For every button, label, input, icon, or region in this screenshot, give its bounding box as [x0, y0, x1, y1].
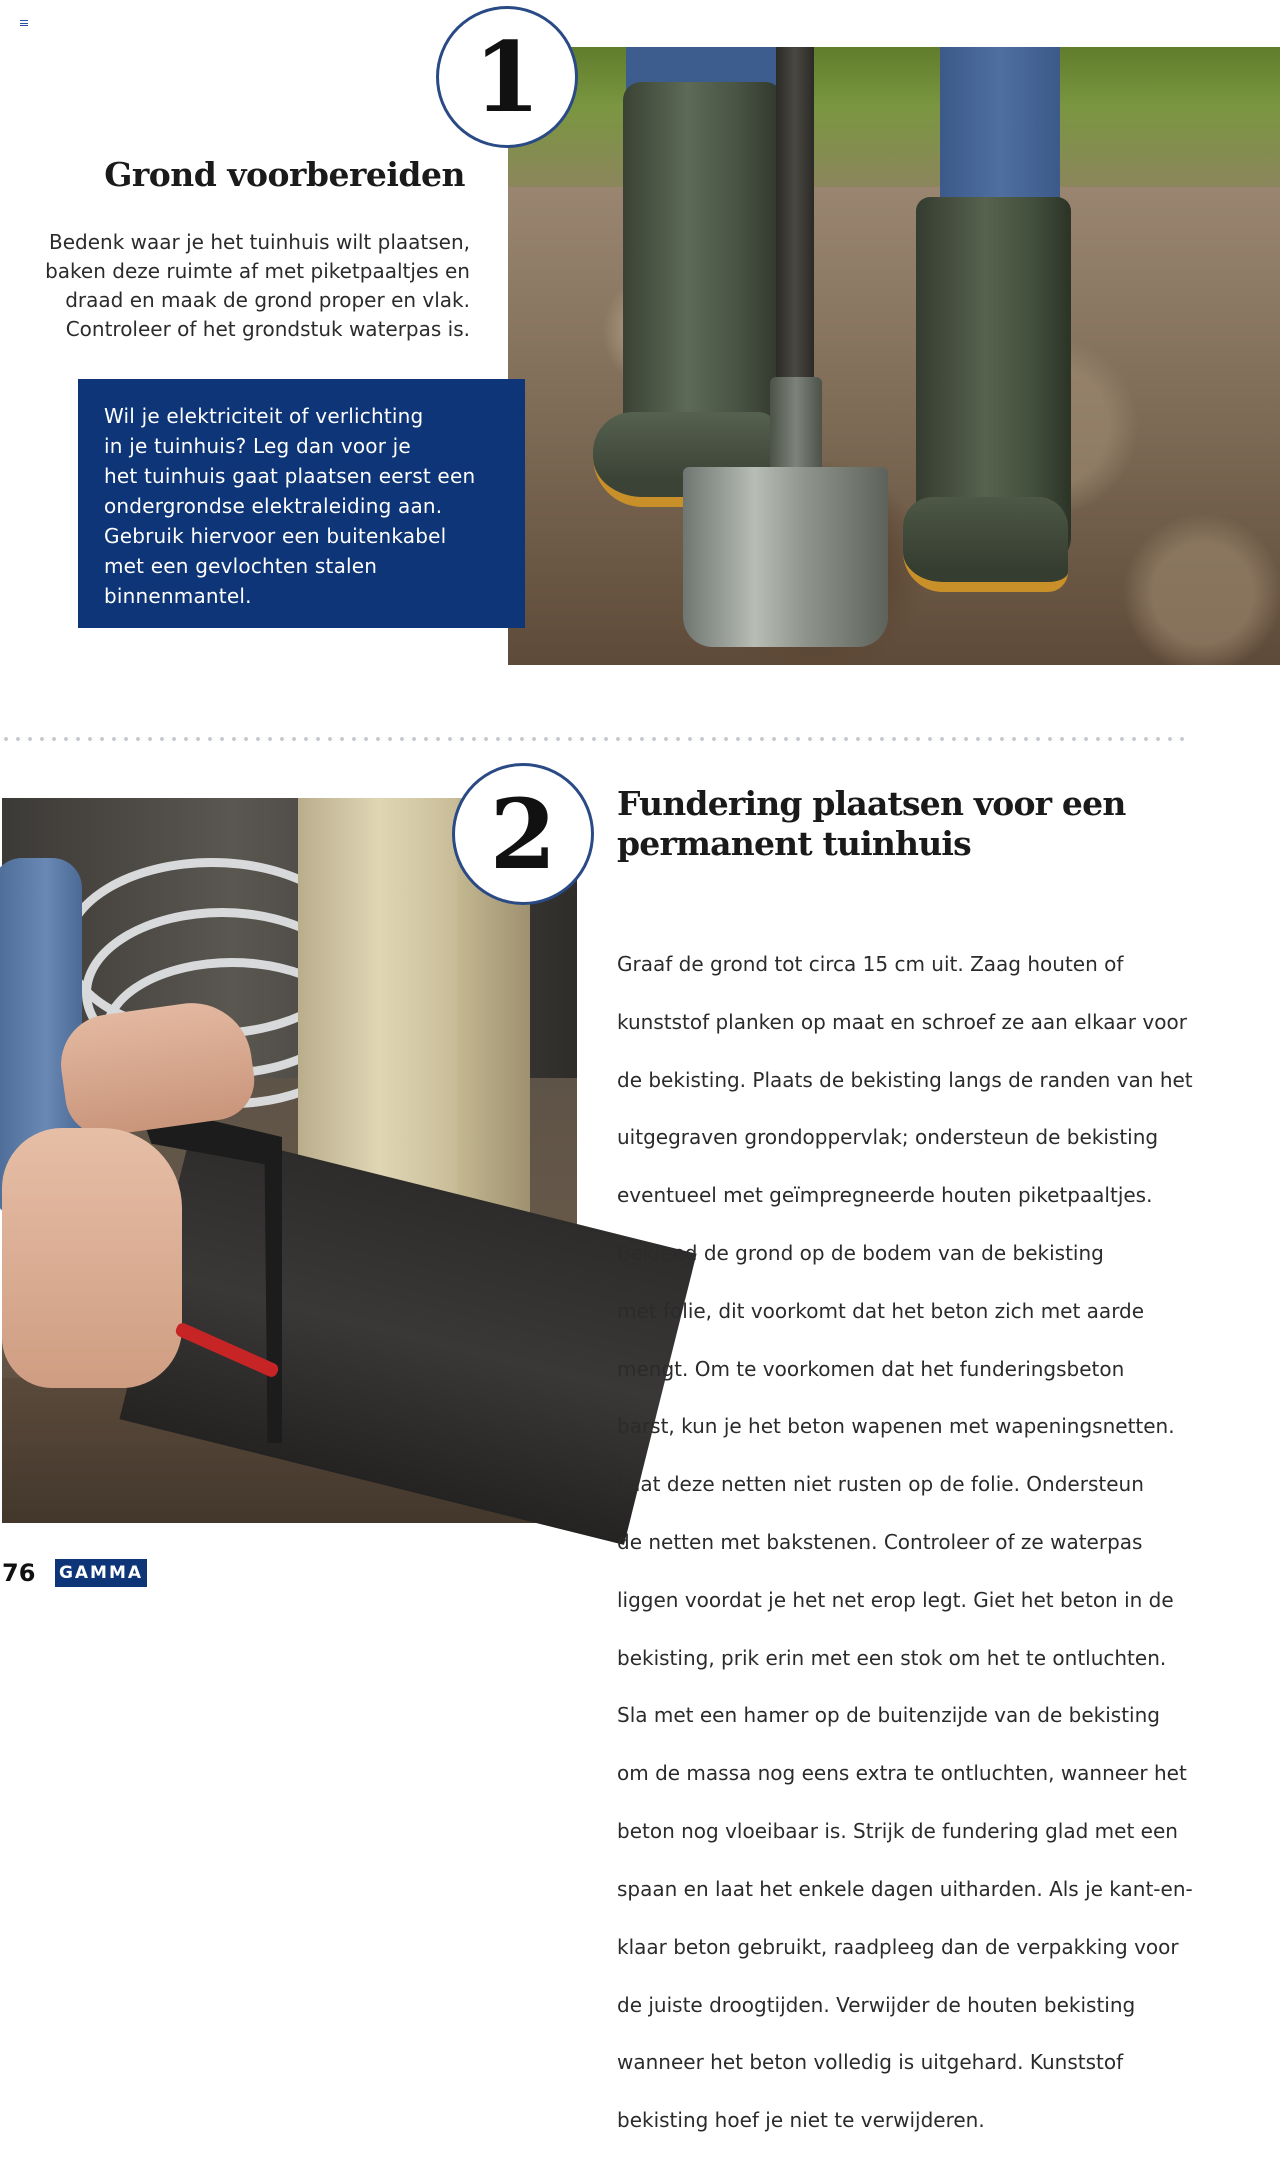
section2-title [617, 784, 1177, 864]
body-line: met folie, dit voorkomt dat het beton zich met aarde [617, 1298, 1145, 1323]
intro-line: Controleer of het grondstuk waterpas is. [65, 317, 470, 341]
body-line: liggen voordat je het net erop legt. Giet het beton in de [617, 1587, 1174, 1612]
electricity-tip-box [78, 379, 525, 628]
tip-line: Wil je elektriciteit of verlichting [104, 404, 424, 428]
tip-line: in je tuinhuis? Leg dan voor je [104, 434, 411, 458]
body-line: Sla met een hamer op de buitenzijde van de bekisting [617, 1703, 1160, 1728]
body-line: bekisting, prik erin met een stok om het te ontluchten. [617, 1645, 1167, 1670]
body-line: barst, kun je het beton wapenen met wapeningsnetten. [617, 1414, 1175, 1439]
body-line: bekisting hoef je niet te verwijderen. [617, 2108, 985, 2133]
intro-line: draad en maak de grond proper en vlak. [65, 288, 470, 312]
hamburger-icon[interactable] [20, 20, 28, 26]
body-line: uitgegraven grondoppervlak; ondersteun de bekisting [617, 1125, 1159, 1150]
step-number-1: 1 [473, 20, 541, 134]
dotted-divider [0, 737, 1185, 741]
intro-line: Bedenk waar je het tuinhuis wilt plaatsen, [49, 230, 470, 254]
tip-line: het tuinhuis gaat plaatsen eerst een [104, 464, 476, 488]
body-line: beton nog vloeibaar is. Strijk de fundering glad met een [617, 1819, 1178, 1844]
tip-line: Gebruik hiervoor een buitenkabel [104, 524, 447, 548]
body-line: om de massa nog eens extra te ontluchten, wanneer het [617, 1761, 1187, 1786]
photo-boots-spade [508, 47, 1280, 665]
tip-line: binnenmantel. [104, 584, 252, 608]
section1-title: Grond voorbereiden [104, 155, 465, 194]
body-line: kunststof planken op maat en schroef ze aan elkaar voor [617, 1009, 1187, 1034]
body-line: de juiste droogtijden. Verwijder de houten bekisting [617, 1992, 1136, 2017]
section1-intro [30, 228, 470, 344]
body-line: Graaf de grond tot circa 15 cm uit. Zaag houten of [617, 951, 1124, 976]
body-line: Laat deze netten niet rusten op de folie. Ondersteun [617, 1472, 1144, 1497]
body-line: de netten met bakstenen. Controleer of ze waterpas [617, 1530, 1143, 1555]
step-number-2: 2 [489, 777, 557, 891]
title-line: permanent tuinhuis [617, 824, 971, 863]
section2-body [617, 921, 1197, 2164]
step-number-circle-2 [452, 763, 594, 905]
gamma-logo[interactable] [55, 1559, 147, 1587]
body-line: spaan en laat het enkele dagen uitharden. Als je kant-en- [617, 1876, 1193, 1901]
tip-line: met een gevlochten stalen [104, 554, 378, 578]
title-line: Fundering plaatsen voor een [617, 784, 1126, 823]
page-number: 76 [2, 1559, 36, 1587]
body-line: mengt. Om te voorkomen dat het funderingsbeton [617, 1356, 1125, 1381]
body-line: wanneer het beton volledig is uitgehard. Kunststof [617, 2050, 1124, 2075]
body-line: eventueel met geïmpregneerde houten piketpaaltjes. [617, 1183, 1153, 1208]
body-line: Bekleed de grond op de bodem van de bekisting [617, 1240, 1104, 1265]
gamma-logo-text: GAMMA [58, 1563, 144, 1583]
photo-measuring-formwork [2, 798, 577, 1523]
body-line: klaar beton gebruikt, raadpleeg dan de verpakking voor [617, 1934, 1179, 1959]
intro-line: baken deze ruimte af met piketpaaltjes en [45, 259, 470, 283]
step-number-circle-1 [436, 6, 578, 148]
body-line: de bekisting. Plaats de bekisting langs de randen van het [617, 1067, 1193, 1092]
tip-line: ondergrondse elektraleiding aan. [104, 494, 443, 518]
